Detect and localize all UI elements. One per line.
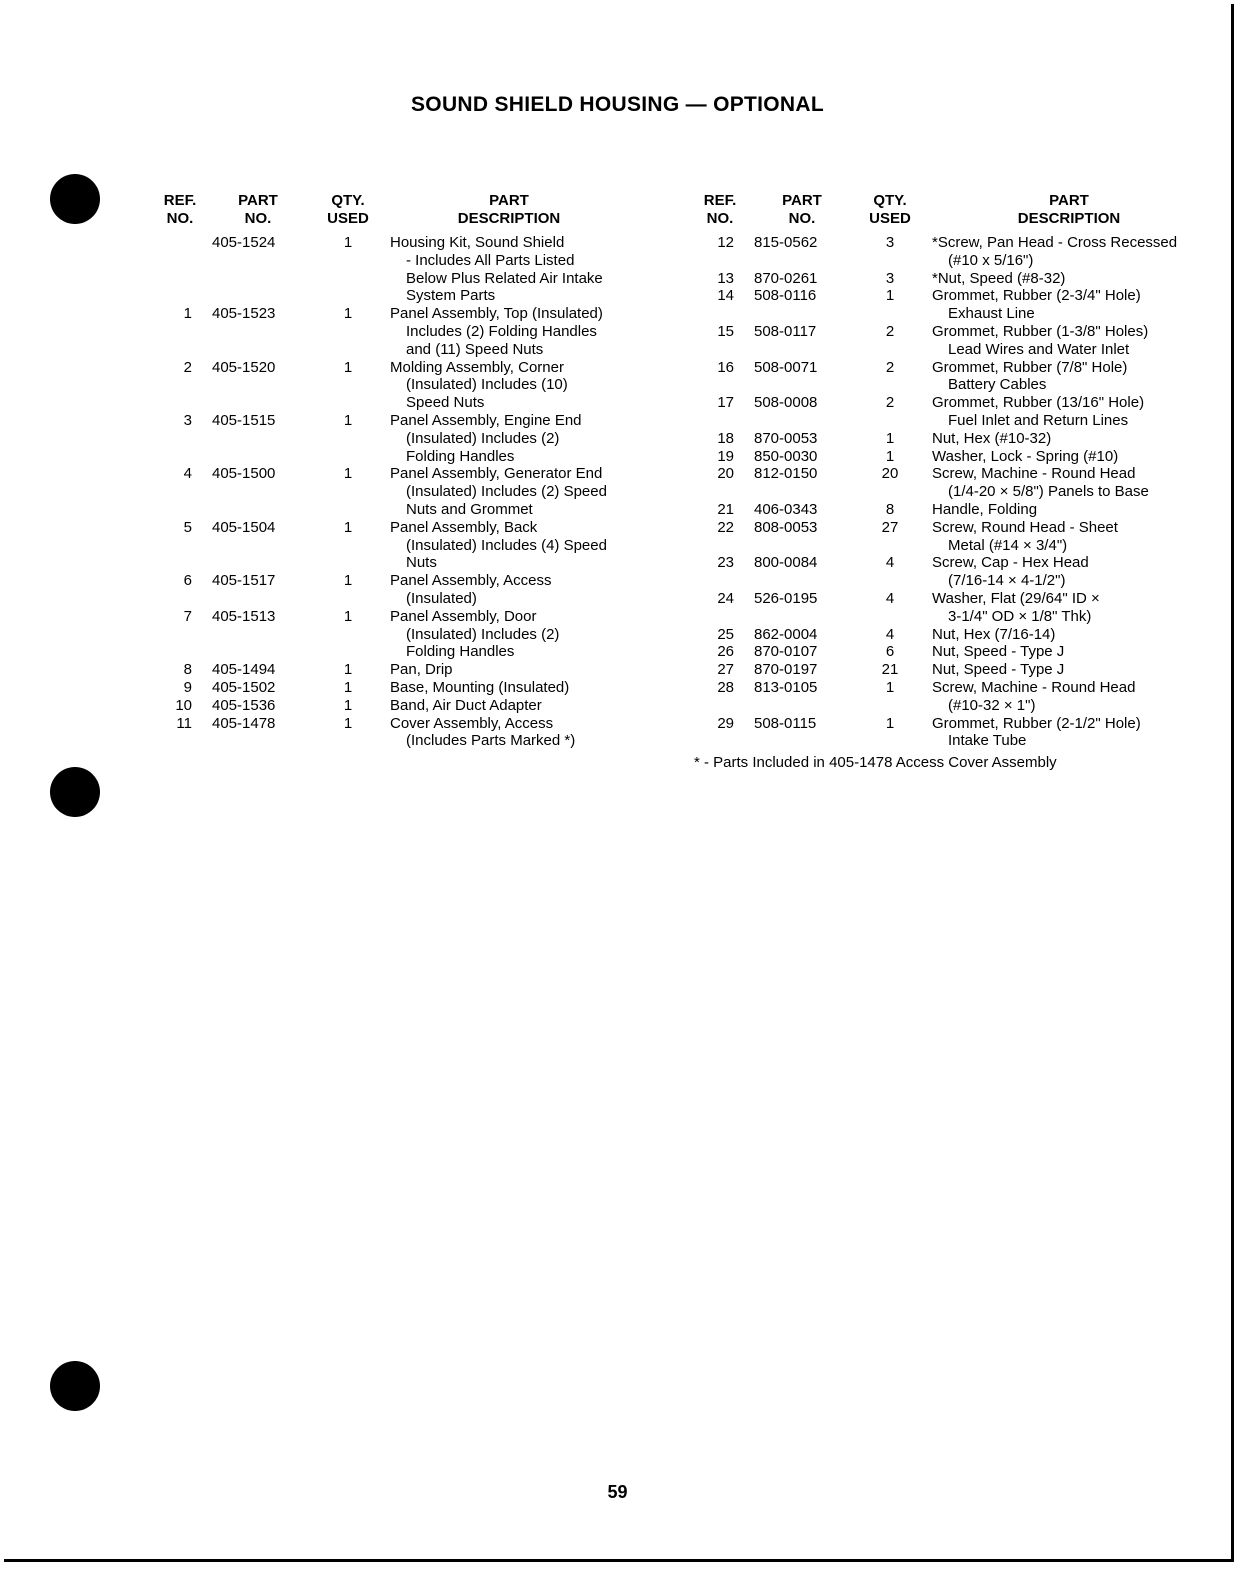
table-body (154, 234, 634, 750)
description-line: (Insulated) Includes (2) (406, 625, 560, 643)
part-no: 405-1520 (212, 358, 276, 376)
description-line: Housing Kit, Sound Shield (390, 234, 565, 251)
binder-hole (50, 174, 100, 224)
table-row (694, 234, 1204, 270)
description-line: Folding Handles (406, 643, 515, 661)
ref-no: 7 (183, 607, 192, 625)
part-no: 812-0150 (754, 465, 818, 483)
table-row (154, 465, 634, 518)
parts-table-right (694, 192, 1204, 750)
part-no: 815-0562 (754, 234, 818, 251)
table-row (154, 359, 634, 412)
description-line: Handle, Folding (932, 500, 1038, 518)
qty-used: 1 (343, 696, 353, 714)
description-line: (Insulated) Includes (10) (406, 376, 568, 394)
part-no: 800-0084 (754, 554, 818, 572)
ref-no: 29 (717, 714, 734, 732)
description-line: (Insulated) Includes (2) (406, 429, 560, 447)
description-line: Band, Air Duct Adapter (390, 696, 542, 714)
qty-used: 1 (343, 661, 353, 679)
description-line: Panel Assembly, Back (390, 518, 538, 536)
description-line: (#10-32 × 1") (948, 696, 1036, 714)
part-no: 870-0197 (754, 661, 818, 679)
description-line: Speed Nuts (406, 394, 485, 412)
part-description (390, 661, 453, 679)
part-description (390, 234, 603, 305)
part-no: 405-1502 (212, 678, 276, 696)
qty-used: 8 (885, 500, 895, 518)
qty-used: 3 (885, 234, 895, 251)
ref-no: 1 (183, 305, 192, 323)
part-description (932, 626, 1055, 644)
part-no: 405-1500 (212, 465, 276, 483)
ref-no: 12 (717, 234, 734, 251)
description-line: System Parts (406, 287, 496, 305)
qty-used: 1 (343, 358, 353, 376)
ref-no: 18 (717, 429, 734, 447)
part-no: 406-0343 (754, 500, 818, 518)
ref-no: 16 (717, 358, 734, 376)
part-no: 508-0008 (754, 394, 818, 412)
table-row (154, 572, 634, 608)
document-page (4, 4, 1234, 1562)
table-row (154, 412, 634, 465)
description-line: Nut, Speed - Type J (932, 661, 1065, 679)
qty-used: 27 (881, 518, 899, 536)
description-line: Exhaust Line (948, 305, 1035, 323)
ref-no: 20 (717, 465, 734, 483)
qty-used: 2 (885, 358, 895, 376)
ref-no: 26 (717, 643, 734, 661)
part-description (932, 430, 1051, 448)
part-no: 870-0053 (754, 429, 818, 447)
description-line: Grommet, Rubber (7/8" Hole) (932, 358, 1128, 376)
description-line: Nuts (406, 554, 437, 572)
footnote: * - Parts Included in 405-1478 Access Cover Assembly (694, 754, 1057, 771)
description-line: Molding Assembly, Corner (390, 358, 564, 376)
table-row (694, 590, 1204, 626)
page-number: 59 (607, 1482, 628, 1502)
part-no: 405-1515 (212, 411, 276, 429)
ref-no: 14 (717, 287, 734, 305)
part-description (932, 234, 1177, 270)
description-line: (#10 x 5/16") (948, 251, 1034, 269)
part-no: 850-0030 (754, 447, 818, 465)
description-line: Below Plus Related Air Intake (406, 269, 603, 287)
qty-used: 4 (885, 589, 895, 607)
table-row (154, 697, 634, 715)
description-line: Intake Tube (948, 732, 1027, 750)
header-part-no: PART NO. (782, 192, 822, 227)
part-no: 405-1478 (212, 714, 276, 732)
description-line: Folding Handles (406, 447, 515, 465)
qty-used: 2 (885, 322, 895, 340)
part-description (932, 590, 1100, 626)
part-description (932, 554, 1089, 590)
part-description (390, 697, 542, 715)
header-ref: REF. NO. (703, 192, 737, 227)
table-row (154, 608, 634, 661)
part-description (390, 715, 575, 751)
description-line: and (11) Speed Nuts (406, 340, 544, 358)
table-row (694, 626, 1204, 644)
part-no: 862-0004 (754, 625, 818, 643)
page-title: SOUND SHIELD HOUSING — OPTIONAL (411, 93, 824, 116)
qty-used: 21 (881, 661, 899, 679)
description-line: Base, Mounting (Insulated) (390, 678, 570, 696)
table-row (694, 359, 1204, 395)
description-line: Nut, Hex (7/16-14) (932, 625, 1056, 643)
description-line: Grommet, Rubber (2-3/4" Hole) (932, 287, 1141, 305)
header-qty: QTY. USED (869, 192, 911, 227)
table-row (694, 287, 1204, 323)
ref-no: 3 (183, 411, 192, 429)
part-description (390, 465, 607, 518)
part-description (932, 287, 1141, 323)
part-description (932, 323, 1148, 359)
header-qty: QTY. USED (327, 192, 369, 227)
part-description (932, 501, 1037, 519)
part-no: 405-1513 (212, 607, 276, 625)
qty-used: 4 (885, 625, 895, 643)
description-line: Grommet, Rubber (1-3/8" Holes) (932, 322, 1149, 340)
description-line: (Includes Parts Marked *) (406, 732, 576, 750)
part-no: 508-0115 (754, 714, 817, 732)
table-header (154, 192, 634, 234)
description-line: Nut, Hex (#10-32) (932, 429, 1052, 447)
parts-table-left (154, 192, 634, 750)
part-no: 870-0107 (754, 643, 818, 661)
ref-no: 27 (717, 661, 734, 679)
part-no: 813-0105 (754, 678, 818, 696)
qty-used: 1 (343, 678, 353, 696)
table-row (694, 554, 1204, 590)
description-line: (Insulated) Includes (2) Speed (406, 483, 607, 501)
part-description (390, 608, 559, 661)
table-row (694, 661, 1204, 679)
qty-used: 20 (881, 465, 899, 483)
qty-used: 1 (343, 465, 353, 483)
table-row (694, 643, 1204, 661)
part-description (932, 661, 1064, 679)
ref-no: 11 (176, 714, 192, 732)
part-description (932, 519, 1118, 555)
ref-no: 4 (183, 465, 192, 483)
table-row (154, 661, 634, 679)
description-line: Screw, Round Head - Sheet (932, 518, 1118, 536)
qty-used: 3 (885, 269, 895, 287)
qty-used: 1 (885, 287, 895, 305)
table-row (694, 465, 1204, 501)
part-no: 508-0117 (754, 322, 817, 340)
qty-used: 1 (343, 305, 353, 323)
description-line: Washer, Flat (29/64" ID × (932, 589, 1100, 607)
description-line: Battery Cables (948, 376, 1047, 394)
part-description (390, 519, 607, 572)
part-description (390, 305, 603, 358)
description-line: Metal (#14 × 3/4") (948, 536, 1068, 554)
ref-no: 23 (717, 554, 734, 572)
part-no: 508-0071 (754, 358, 818, 376)
binder-hole (50, 1361, 100, 1411)
header-description: PART DESCRIPTION (1017, 192, 1121, 227)
description-line: Panel Assembly, Engine End (390, 411, 582, 429)
part-no: 405-1523 (212, 305, 276, 323)
qty-used: 1 (343, 411, 353, 429)
qty-used: 1 (885, 678, 895, 696)
qty-used: 1 (885, 447, 895, 465)
qty-used: 1 (343, 607, 353, 625)
header-ref: REF. NO. (163, 192, 197, 227)
part-description (390, 412, 582, 465)
description-line: Screw, Machine - Round Head (932, 465, 1136, 483)
table-row (694, 394, 1204, 430)
description-line: Panel Assembly, Door (390, 607, 537, 625)
table-row (154, 305, 634, 358)
part-description (932, 359, 1127, 395)
ref-no: 21 (717, 500, 734, 518)
part-description (932, 715, 1141, 751)
description-line: Cover Assembly, Access (390, 714, 554, 732)
table-row (694, 430, 1204, 448)
table-row (154, 234, 634, 305)
binder-hole (50, 767, 100, 817)
table-row (694, 519, 1204, 555)
description-line: (Insulated) (406, 589, 477, 607)
ref-no: 10 (175, 696, 192, 714)
ref-no: 8 (183, 661, 192, 679)
part-no: 405-1504 (212, 518, 276, 536)
part-description (390, 359, 568, 412)
description-line: Includes (2) Folding Handles (406, 322, 597, 340)
table-body (694, 234, 1204, 750)
ref-no: 15 (717, 322, 734, 340)
description-line: (7/16-14 × 4-1/2") (948, 572, 1066, 590)
description-line: *Screw, Pan Head - Cross Recessed (932, 234, 1178, 251)
ref-no: 19 (717, 447, 734, 465)
part-no: 405-1517 (212, 572, 276, 590)
description-line: Panel Assembly, Generator End (390, 465, 603, 483)
part-no: 405-1524 (212, 234, 276, 251)
table-row (154, 679, 634, 697)
description-line: Panel Assembly, Access (390, 572, 552, 590)
qty-used: 1 (885, 429, 895, 447)
ref-no: 2 (183, 358, 192, 376)
description-line: (Insulated) Includes (4) Speed (406, 536, 607, 554)
part-description (932, 465, 1149, 501)
ref-no: 6 (183, 572, 192, 590)
description-line: (1/4-20 × 5/8") Panels to Base (948, 483, 1149, 501)
table-row (694, 323, 1204, 359)
description-line: - Includes All Parts Listed (406, 251, 575, 269)
description-line: Nut, Speed - Type J (932, 643, 1065, 661)
table-row (694, 270, 1204, 288)
header-description: PART DESCRIPTION (457, 192, 561, 227)
qty-used: 2 (885, 394, 895, 412)
qty-used: 6 (885, 643, 895, 661)
ref-no: 5 (183, 518, 192, 536)
part-description (932, 679, 1135, 715)
description-line: Screw, Cap - Hex Head (932, 554, 1089, 572)
table-row (694, 448, 1204, 466)
ref-no: 28 (717, 678, 734, 696)
table-row (154, 715, 634, 751)
ref-no: 22 (717, 518, 734, 536)
part-no: 808-0053 (754, 518, 818, 536)
qty-used: 4 (885, 554, 895, 572)
description-line: Pan, Drip (390, 661, 453, 679)
description-line: Grommet, Rubber (13/16" Hole) (932, 394, 1145, 412)
qty-used: 1 (885, 714, 895, 732)
ref-no: 25 (717, 625, 734, 643)
description-line: Washer, Lock - Spring (#10) (932, 447, 1119, 465)
description-line: Lead Wires and Water Inlet (948, 340, 1130, 358)
part-no: 405-1494 (212, 661, 276, 679)
description-line: Fuel Inlet and Return Lines (948, 411, 1129, 429)
description-line: Panel Assembly, Top (Insulated) (390, 305, 603, 323)
header-part-no: PART NO. (238, 192, 278, 227)
description-line: Screw, Machine - Round Head (932, 678, 1136, 696)
qty-used: 1 (343, 234, 353, 251)
ref-no: 24 (717, 589, 734, 607)
part-description (390, 572, 551, 608)
ref-no: 9 (183, 678, 192, 696)
part-no: 526-0195 (754, 589, 818, 607)
qty-used: 1 (343, 572, 353, 590)
description-line: Nuts and Grommet (406, 500, 533, 518)
part-description (390, 679, 569, 697)
part-no: 870-0261 (754, 269, 818, 287)
part-description (932, 394, 1144, 430)
table-row (154, 519, 634, 572)
part-no: 508-0116 (754, 287, 817, 305)
ref-no: 17 (717, 394, 734, 412)
part-description (932, 448, 1118, 466)
part-description (932, 643, 1064, 661)
part-description (932, 270, 1065, 288)
table-row (694, 679, 1204, 715)
table-row (694, 501, 1204, 519)
ref-no: 13 (717, 269, 734, 287)
description-line: *Nut, Speed (#8-32) (932, 269, 1066, 287)
qty-used: 1 (343, 714, 353, 732)
part-no: 405-1536 (212, 696, 276, 714)
table-header (694, 192, 1204, 234)
table-row (694, 715, 1204, 751)
description-line: 3-1/4" OD × 1/8" Thk) (948, 607, 1092, 625)
qty-used: 1 (343, 518, 353, 536)
description-line: Grommet, Rubber (2-1/2" Hole) (932, 714, 1141, 732)
